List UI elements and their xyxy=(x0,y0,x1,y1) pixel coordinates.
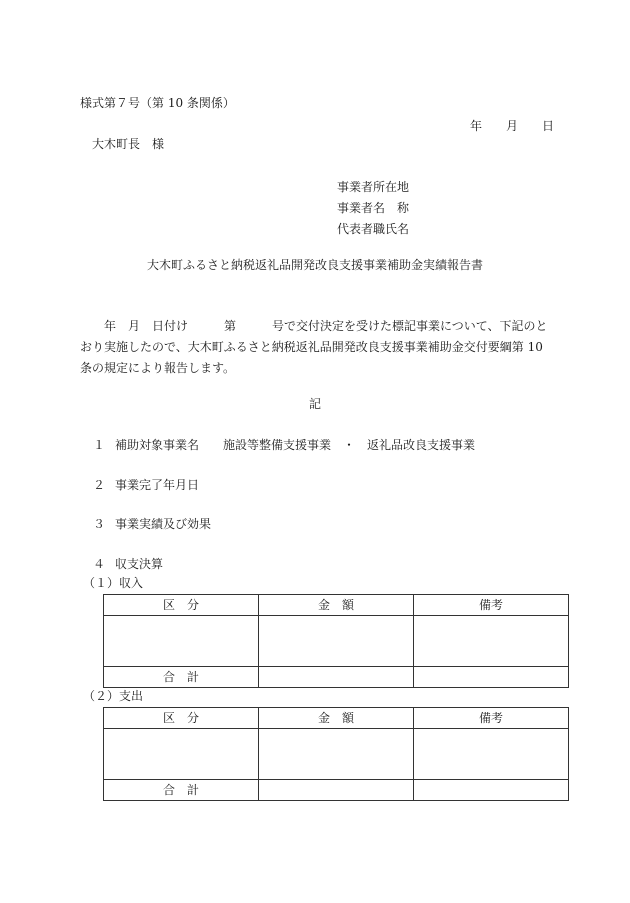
category-cell[interactable] xyxy=(104,729,259,780)
expense-section-label: （２）支出 xyxy=(83,689,144,703)
income-table xyxy=(103,594,569,688)
income-section-label: （１）収入 xyxy=(83,576,144,590)
table-total-row xyxy=(104,780,569,801)
item-1 xyxy=(93,438,475,452)
item-number: ２ xyxy=(93,478,106,492)
header-amount: 金 額 xyxy=(259,708,414,729)
total-remarks-cell[interactable] xyxy=(414,780,569,801)
date-month: 月 xyxy=(506,119,519,133)
amount-cell[interactable] xyxy=(259,729,414,780)
total-amount-cell[interactable] xyxy=(259,667,414,688)
item-number: ３ xyxy=(93,517,106,531)
date-year: 年 xyxy=(470,119,483,133)
total-label: 合 計 xyxy=(104,667,259,688)
item-4 xyxy=(93,557,163,571)
header-amount: 金 額 xyxy=(259,595,414,616)
table-total-row xyxy=(104,667,569,688)
item-label: 事業完了年月日 xyxy=(115,478,200,492)
addressee: 大木町長 様 xyxy=(92,137,165,151)
header-category: 区 分 xyxy=(104,708,259,729)
item-label: 補助対象事業名 施設等整備支援事業 ・ 返礼品改良支援事業 xyxy=(115,438,476,452)
item-label: 事業実績及び効果 xyxy=(115,517,212,531)
category-cell[interactable] xyxy=(104,616,259,667)
item-3 xyxy=(93,517,211,531)
sender-address-label: 事業者所在地 xyxy=(337,180,410,194)
ki-heading: 記 xyxy=(308,397,321,411)
total-amount-cell[interactable] xyxy=(259,780,414,801)
table-header-row xyxy=(104,595,569,616)
sender-name-label: 事業者名 称 xyxy=(337,201,410,215)
date-day: 日 xyxy=(542,119,555,133)
total-remarks-cell[interactable] xyxy=(414,667,569,688)
item-number: ４ xyxy=(93,557,106,571)
header-remarks: 備考 xyxy=(414,708,569,729)
item-2 xyxy=(93,478,199,492)
amount-cell[interactable] xyxy=(259,616,414,667)
date-line xyxy=(470,119,554,133)
item-number: １ xyxy=(93,438,106,452)
body-text: 年 月 日付け 第 号で交付決定を受けた標記事業について、下記のとおり実施したので、大木町ふるさと納税返礼品開発改良支援事業補助金交付要綱第 10 条の規定により報告します。 xyxy=(80,319,548,375)
total-label: 合 計 xyxy=(104,780,259,801)
form-number: 様式第７号（第 10 条関係） xyxy=(80,96,235,110)
expense-table xyxy=(103,707,569,801)
sender-representative-label: 代表者職氏名 xyxy=(337,222,410,236)
sender-block xyxy=(337,177,409,240)
header-remarks: 備考 xyxy=(414,595,569,616)
item-label: 収支決算 xyxy=(115,557,164,571)
remarks-cell[interactable] xyxy=(414,616,569,667)
remarks-cell[interactable] xyxy=(414,729,569,780)
table-header-row xyxy=(104,708,569,729)
table-row xyxy=(104,616,569,667)
document-title: 大木町ふるさと納税返礼品開発改良支援事業補助金実績報告書 xyxy=(146,258,483,272)
table-row xyxy=(104,729,569,780)
header-category: 区 分 xyxy=(104,595,259,616)
